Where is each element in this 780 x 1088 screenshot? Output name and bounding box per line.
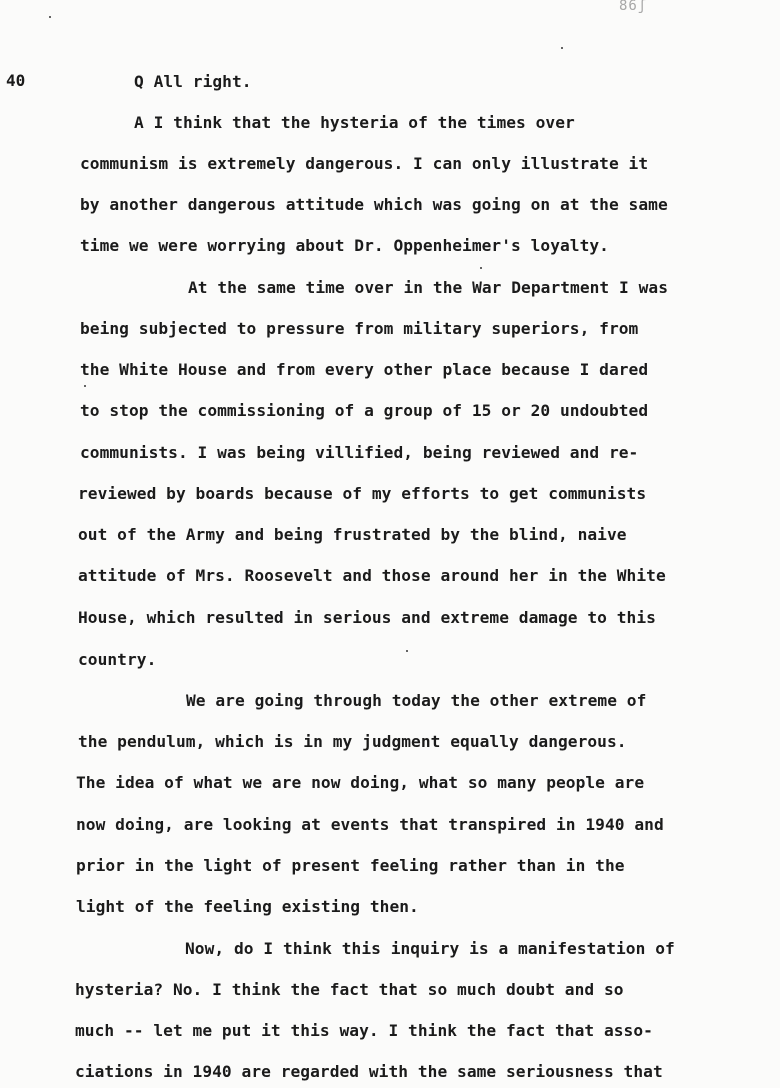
text-line: time we were worrying about Dr. Oppenheimer's loyalty. [80,236,609,255]
text-line: by another dangerous attitude which was going on at the same [80,195,668,214]
text-line: being subjected to pressure from military superiors, from [80,319,639,338]
text-line: ciations in 1940 are regarded with the same seriousness that [75,1062,663,1081]
scan-speck [406,650,408,652]
text-line: country. [78,650,157,669]
text-line: Q All right. [134,72,252,91]
text-line: House, which resulted in serious and extreme damage to this [78,608,656,627]
text-line: communism is extremely dangerous. I can only illustrate it [80,154,649,173]
scan-speck [49,16,51,18]
text-line: the White House and from every other place because I dared [80,360,649,379]
text-line: A I think that the hysteria of the times over [134,113,575,132]
text-line: At the same time over in the War Department I was [188,278,668,297]
scan-speck [561,47,563,49]
text-line: attitude of Mrs. Roosevelt and those around her in the White [78,566,666,585]
text-line: communists. I was being villified, being reviewed and re- [80,443,639,462]
margin-line-number: 40 [6,71,26,90]
scan-speck [480,267,482,269]
text-line: hysteria? No. I think the fact that so much doubt and so [75,980,624,999]
text-line: light of the feeling existing then. [76,897,419,916]
text-line: reviewed by boards because of my efforts to get communists [78,484,647,503]
scan-speck [84,385,86,387]
text-line: The idea of what we are now doing, what so many people are [76,773,645,792]
page-number: 86ʃ [619,0,648,14]
text-line: We are going through today the other extreme of [186,691,647,710]
text-line: much -- let me put it this way. I think the fact that asso- [75,1021,653,1040]
text-line: prior in the light of present feeling rather than in the [76,856,625,875]
text-line: now doing, are looking at events that transpired in 1940 and [76,815,664,834]
text-line: Now, do I think this inquiry is a manifestation of [185,939,675,958]
text-line: the pendulum, which is in my judgment equally dangerous. [78,732,627,751]
text-line: to stop the commissioning of a group of 15 or 20 undoubted [80,401,649,420]
text-line: out of the Army and being frustrated by the blind, naive [78,525,627,544]
